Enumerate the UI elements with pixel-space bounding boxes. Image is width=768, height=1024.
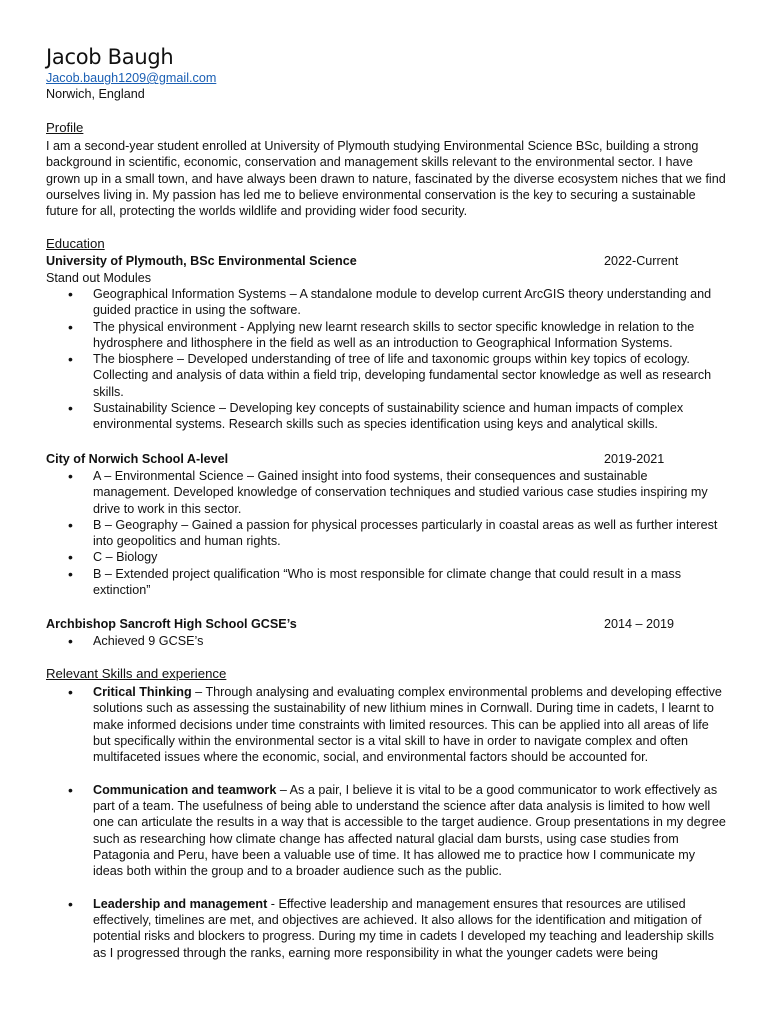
skills-heading: Relevant Skills and experience bbox=[46, 666, 227, 681]
alevel-list bbox=[46, 468, 726, 598]
education-entry-alevel-dates: 2019-2021 bbox=[604, 452, 665, 466]
modules-subheading: Stand out Modules bbox=[46, 271, 152, 285]
list-item: • Geographical Information Systems – A standalone module to develop current ArcGIS theory understanding and guided practice in using the software. bbox=[46, 286, 726, 319]
education-heading: Education bbox=[46, 236, 105, 251]
profile-heading: Profile bbox=[46, 120, 84, 135]
skill-text: - Effective leadership and management ensures that resources are utilised effectively, timelines are met, and objectives are achieved. It also allows for the identification and mitigation of potential risks and blockers to progress. During my time in cadets I developed my teaching and leadership skills as I progressed through the ranks, earning more responsibility in what the younger cadets were being bbox=[93, 896, 714, 960]
education-entry-gcse-dates: 2014 – 2019 bbox=[604, 617, 675, 631]
email-link[interactable]: Jacob.baugh1209@gmail.com bbox=[46, 71, 217, 85]
skill-item-communication bbox=[46, 782, 726, 880]
list-item: • Sustainability Science – Developing key concepts of sustainability science and human impacts of complex environmental systems. Research skills such as species identification using keys and analytical skills. bbox=[46, 400, 726, 433]
education-entry-alevel-title: City of Norwich School A-level bbox=[46, 452, 229, 466]
skill-text: – Through analysing and evaluating complex environmental problems and developing effective solutions such as assessing the sustainability of new lithium mines in Cornwall. During time in cadets, I learnt to make informed decisions under time constraints with limited resources. This can be applied into all areas of life but specifically within the environmental sector is a vital skill to have in order to navigate complex and often multifaceted issues where the economic, social, and environmental factors should be accounted for. bbox=[93, 685, 722, 765]
candidate-name: Jacob Baugh bbox=[46, 45, 174, 69]
list-item: • B – Geography – Gained a passion for physical processes particularly in coastal areas as well as further interest into geopolitics and human rights. bbox=[46, 517, 726, 550]
skill-item-critical-thinking bbox=[46, 684, 726, 765]
location: Norwich, England bbox=[46, 87, 145, 101]
list-item: • Achieved 9 GCSE’s bbox=[46, 633, 726, 649]
list-item: • The biosphere – Developed understanding of tree of life and taxonomic groups within key topics of ecology. Collecting and analysis of data within a field trip, developing fundamental sector knowledge as well as research skills. bbox=[46, 351, 726, 400]
skill-label: Leadership and management bbox=[93, 896, 268, 911]
skill-label: Critical Thinking bbox=[93, 685, 192, 699]
list-item: • The physical environment - Applying new learnt research skills to sector specific knowledge in relation to the hydrosphere and lithosphere in the field as well as an introduction to Geographical Information Systems. bbox=[46, 319, 726, 352]
profile-text: I am a second-year student enrolled at University of Plymouth studying Environmental Science BSc, building a strong background in scientific, economic, conservation and management skills relevant to the environmental sector. I have grown up in a small town, and have always been drawn to nature, fascinated by the diverse ecosystem niches that we find ourselves living in. My passion has led me to believe environmental conservation is the key to securing a sustainable future for all, protecting the worlds wildlife and providing wider food security. bbox=[46, 139, 726, 219]
skill-item-leadership bbox=[46, 896, 726, 961]
modules-list bbox=[46, 286, 726, 433]
education-entry-university-dates: 2022-Current bbox=[604, 254, 679, 268]
skills-list bbox=[46, 684, 726, 977]
list-item: • B – Extended project qualification “Who is most responsible for climate change that could result in a mass extinction” bbox=[46, 566, 726, 599]
education-entry-gcse-title: Archbishop Sancroft High School GCSE’s bbox=[46, 617, 297, 631]
list-item: • A – Environmental Science – Gained insight into food systems, their consequences and sustainable management. Developed knowledge of conservation techniques and studied various case studies inspiring my drive to work in this sector. bbox=[46, 468, 726, 517]
gcse-list bbox=[46, 633, 726, 649]
education-entry-university-title: University of Plymouth, BSc Environmental Science bbox=[46, 254, 357, 268]
skill-text: – As a pair, I believe it is vital to be a good communicator to work effectively as part of a team. The usefulness of being able to understand the science after data analysis is limited to how well one can articulate the results in a way that is accessible to the target audience. Group presentations in my degree such as researching how climate change has affected natural glacial dam bursts, using case studies from Patagonia and Peru, have been a valuable use of time. It has allowed me to practice how I communicate my ideas both within the group and to a broader audience such as the public. bbox=[93, 782, 726, 879]
list-item: • C – Biology bbox=[46, 549, 726, 565]
skill-label: Communication and teamwork bbox=[93, 782, 277, 797]
